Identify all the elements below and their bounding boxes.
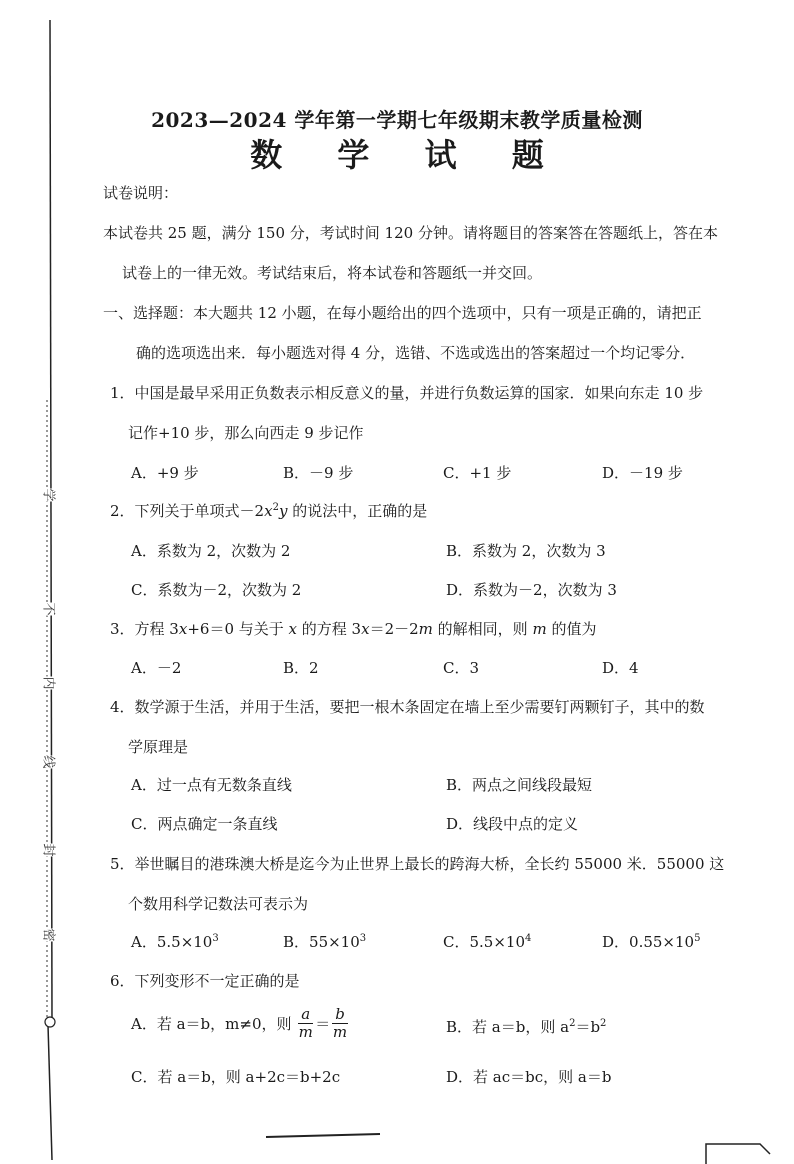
q2-option-b: B．系数为 2，次数为 3	[446, 542, 606, 560]
instructions-heading: 试卷说明：	[103, 184, 179, 202]
q3-var-1: x	[178, 620, 188, 638]
q3-part-4: ＝2－2	[369, 620, 419, 638]
exam-title: 2023—2024 学年第一学期七年级期末教学质量检测	[151, 108, 643, 132]
q5-d-base: D．0.55×10	[602, 933, 695, 951]
q4-option-c: C．两点确定一条直线	[131, 815, 278, 833]
q6-b-pre: B．若 a＝b，则 a	[446, 1018, 570, 1036]
seal-char-4: 线	[40, 755, 56, 769]
q4-option-d: D．线段中点的定义	[446, 815, 579, 833]
q6-b-exponent-2: 2	[600, 1018, 607, 1029]
q3-part-6: 的值为	[546, 620, 597, 638]
q6-stem: 6．下列变形不一定正确的是	[110, 972, 300, 990]
q1-option-c: C．+1 步	[443, 464, 512, 482]
q3-part-3: 的方程 3	[297, 620, 362, 638]
q5-option-a	[131, 931, 219, 952]
q3-part-1: 3．方程 3	[110, 620, 179, 638]
q5-a-base: A．5.5×10	[131, 933, 213, 951]
section1-line-2: 确的选项选出来．每小题选对得 4 分，选错、不选或选出的答案超过一个均记零分．	[136, 344, 696, 362]
q6-a-fraction-right	[332, 1006, 348, 1041]
q5-b-base: B．55×10	[283, 933, 360, 951]
q3-option-c: C．3	[443, 659, 480, 677]
seal-char-5: 封	[40, 843, 56, 857]
q5-a-exponent: 3	[212, 933, 219, 944]
q5-option-b	[283, 931, 366, 952]
q6-a-fraction-left	[298, 1006, 313, 1041]
q5-d-exponent: 5	[694, 933, 701, 944]
q2-var-x: x	[264, 502, 273, 520]
q4-stem-2: 学原理是	[128, 738, 189, 756]
q4-stem-1: 4．数学源于生活，并用于生活，要把一根木条固定在墙上至少需要钉两颗钉子，其中的数	[110, 698, 705, 716]
q1-stem-1: 1．中国是最早采用正负数表示相反意义的量，并进行负数运算的国家．如果向东走 10 步	[110, 384, 704, 402]
q6-option-a	[131, 1006, 350, 1041]
q6-option-c: C．若 a＝b，则 a+2c＝b+2c	[131, 1068, 341, 1086]
q2-var-y: y	[278, 502, 288, 520]
q6-b-exponent-1: 2	[569, 1018, 576, 1029]
q3-part-2: +6＝0 与关于	[187, 620, 289, 638]
q3-var-2: x	[288, 620, 297, 638]
q2-stem	[110, 500, 427, 521]
q2-option-d: D．系数为－2，次数为 3	[446, 581, 617, 599]
q3-stem	[110, 618, 596, 639]
q5-option-c	[443, 931, 531, 952]
q1-option-d: D．－19 步	[602, 464, 683, 482]
q2-option-c: C．系数为－2，次数为 2	[131, 581, 302, 599]
q6-a-den-2: m	[332, 1023, 348, 1041]
q5-b-exponent: 3	[359, 933, 367, 944]
q5-c-exponent: 4	[525, 933, 532, 944]
q6-option-d: D．若 ac＝bc，则 a＝b	[446, 1068, 612, 1086]
seal-char-3: 内	[40, 676, 56, 690]
q6-b-mid: ＝b	[575, 1018, 601, 1036]
q6-a-num-1: a	[298, 1006, 313, 1024]
footer-rule	[266, 1134, 380, 1137]
q6-a-pre: A．若 a＝b，m≠0，则	[131, 1015, 292, 1033]
q5-stem-2: 个数用科学记数法可表示为	[128, 895, 309, 913]
q3-var-3: x	[361, 620, 370, 638]
q4-option-a: A．过一点有无数条直线	[131, 776, 292, 794]
q1-option-b: B．－9 步	[283, 464, 354, 482]
q3-option-a: A．－2	[131, 659, 182, 677]
q6-a-den-1: m	[298, 1023, 313, 1041]
q6-option-b	[446, 1016, 606, 1037]
section1-line-1: 一、选择题：本大题共 12 小题，在每小题给出的四个选项中，只有一项是正确的，请把正	[103, 304, 702, 322]
q6-a-equals: ＝	[315, 1015, 331, 1033]
q2-stem-post: 的说法中，正确的是	[287, 502, 428, 520]
q5-stem-1: 5．举世瞩目的港珠澳大桥是迄今为止世界上最长的跨海大桥，全长约 55000 米．55000 这	[110, 855, 725, 873]
q3-var-4: m	[418, 620, 433, 638]
q1-stem-2: 记作+10 步，那么向西走 9 步记作	[128, 424, 364, 442]
instructions-line-2: 试卷上的一律无效。考试结束后，将本试卷和答题纸一并交回。	[122, 264, 543, 282]
q1-option-a: A．+9 步	[131, 464, 199, 482]
instructions-line-1: 本试卷共 25 题，满分 150 分，考试时间 120 分钟。请将题目的答案答在答题纸上，答在本	[103, 224, 718, 242]
q3-part-5: 的解相同，则	[432, 620, 533, 638]
footer-corner-mark	[706, 1144, 770, 1164]
q3-option-d: D．4	[602, 659, 639, 677]
footer-marks	[0, 1120, 794, 1164]
q2-exponent: 2	[272, 502, 279, 513]
q4-option-b: B．两点之间线段最短	[446, 776, 593, 794]
q5-option-d	[602, 931, 700, 952]
q2-option-a: A．系数为 2，次数为 2	[131, 542, 291, 560]
q2-stem-pre: 2．下列关于单项式－2	[110, 502, 265, 520]
seal-char-6: 密	[40, 928, 56, 942]
seal-char-1: 学	[40, 488, 56, 502]
q6-a-num-2: b	[332, 1006, 348, 1024]
q3-var-5: m	[532, 620, 547, 638]
q3-option-b: B．2	[283, 659, 319, 677]
q5-c-base: C．5.5×10	[443, 933, 525, 951]
seal-char-2: 不	[40, 602, 56, 616]
subject-title: 数 学 试 题	[250, 136, 566, 174]
